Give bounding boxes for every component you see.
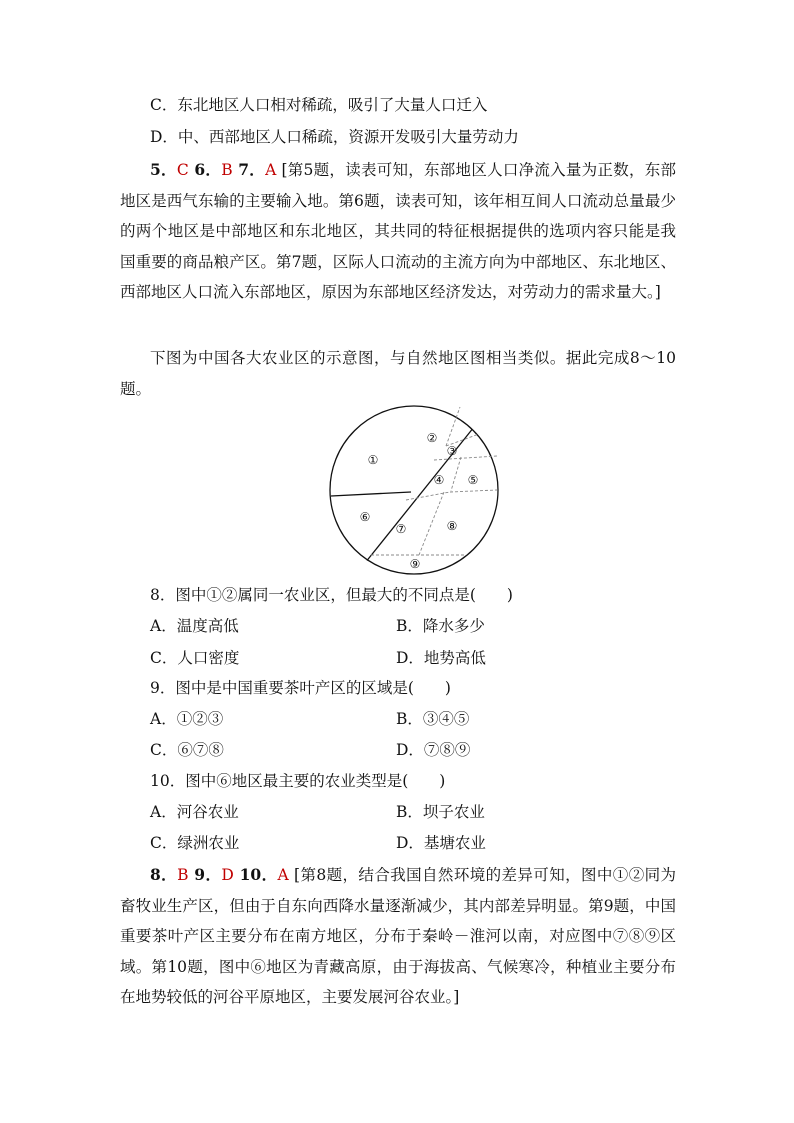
q9-option-d: D．⑦⑧⑨ xyxy=(396,741,471,759)
answer-number-7: 7． xyxy=(232,160,266,179)
explanation-text-5-7: [第5题，读表可知，东部地区人口净流入量为正数，东部地区是西气东输的主要输入地。第6题，读表可知，该年相互间人口流动总量最少的两个地区是中部地区和东北地区，其共同的特征根据提供的选项内容只能是我国重要的商品粮产区。第7题，区际人口流动的主流方向为中部地区、东北地区、西部地区人口流入东部地区，原因为东部地区经济发达，对劳动力的需求量大。] xyxy=(120,161,676,301)
q10-option-c: C．绿洲农业 xyxy=(150,834,240,852)
region-label-8: ⑧ xyxy=(446,519,458,533)
answer-number-9: 9． xyxy=(188,865,222,884)
question-8-stem: 8．图中①②属同一农业区，但最大的不同点是( ) xyxy=(150,586,513,604)
diagram-circle xyxy=(330,406,498,574)
q9-option-c: C．⑥⑦⑧ xyxy=(150,741,224,759)
region-label-9: ⑨ xyxy=(409,557,421,571)
region-label-4: ④ xyxy=(433,473,445,487)
region-label-3: ③ xyxy=(446,444,458,458)
answer-letter-9: D xyxy=(221,866,234,884)
answer-number-8: 8． xyxy=(150,865,178,884)
answer-letter-10: A xyxy=(277,866,289,884)
answer-letter-7: A xyxy=(265,161,277,179)
q10-option-d: D．基塘农业 xyxy=(396,834,486,852)
q8-option-a: A．温度高低 xyxy=(150,617,239,635)
question-9-stem: 9．图中是中国重要茶叶产区的区域是( ) xyxy=(150,679,451,697)
answer-letter-5: C xyxy=(176,161,189,179)
answer-explanation-8-10 xyxy=(120,860,676,1013)
region-label-5: ⑤ xyxy=(467,473,479,487)
q10-option-b: B．坝子农业 xyxy=(396,803,485,821)
q9-option-b: B．③④⑤ xyxy=(396,710,470,728)
option-c-q4: C．东北地区人口相对稀疏，吸引了大量人口迁入 xyxy=(150,96,488,114)
diagram-intro: 下图为中国各大农业区的示意图，与自然地区图相当类似。据此完成8～10题。 xyxy=(120,349,676,398)
q10-option-a: A．河谷农业 xyxy=(150,803,239,821)
region-label-1: ① xyxy=(367,453,379,467)
q8-option-c: C．人口密度 xyxy=(150,649,240,667)
answer-number-6: 6． xyxy=(188,160,222,179)
answer-explanation-5-7 xyxy=(120,155,676,308)
region-label-7: ⑦ xyxy=(395,522,407,536)
region-label-6: ⑥ xyxy=(359,510,371,524)
question-10-stem: 10．图中⑥地区最主要的农业类型是( ) xyxy=(150,772,446,790)
q8-option-d: D．地势高低 xyxy=(396,649,486,667)
answer-number-10: 10． xyxy=(233,865,278,884)
region-label-2: ② xyxy=(426,431,438,445)
q8-option-b: B．降水多少 xyxy=(396,617,485,635)
q9-option-a: A．①②③ xyxy=(150,710,224,728)
answer-number-5: 5． xyxy=(150,160,177,179)
explanation-text-8-10: [第8题，结合我国自然环境的差异可知，图中①②同为畜牧业生产区，但由于自东向西降水量逐渐减少，其内部差异明显。第9题，中国重要茶叶产区主要分布在南方地区，分布于秦岭－淮河以南，对应图中⑦⑧⑨区域。第10题，图中⑥地区为青藏高原，由于海拔高、气候寒冷，种植业主要分布在地势较低的河谷平原地区，主要发展河谷农业。] xyxy=(120,866,677,1006)
agricultural-region-diagram xyxy=(326,402,502,578)
answer-letter-8: B xyxy=(177,866,189,884)
answer-letter-6: B xyxy=(221,161,233,179)
option-d-q4: D．中、西部地区人口稀疏，资源开发吸引大量劳动力 xyxy=(150,128,519,146)
